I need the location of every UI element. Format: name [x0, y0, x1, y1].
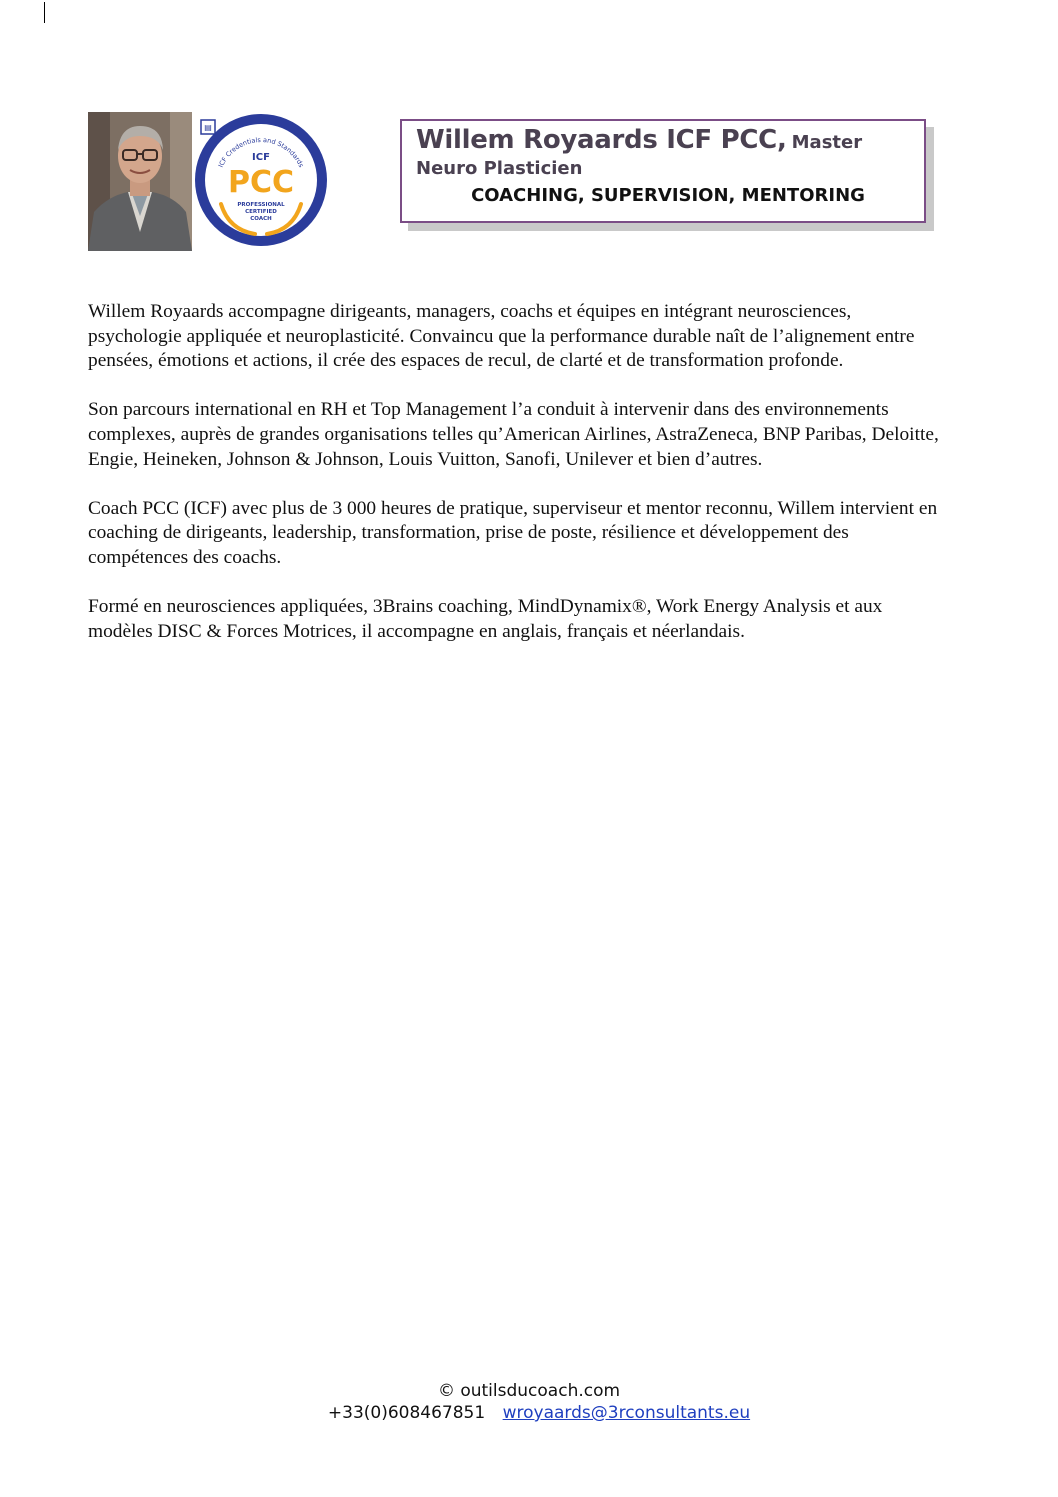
badge-org: ICF — [252, 152, 270, 163]
bio-text — [88, 300, 948, 669]
person-subtitle: Master Neuro Plasticien — [416, 132, 863, 179]
badge-line2: CERTIFIED — [245, 209, 277, 215]
icf-pcc-badge — [193, 112, 329, 248]
person-name: Willem Royaards ICF PCC, — [416, 125, 787, 155]
footer — [0, 1380, 1058, 1424]
svg-text:▤: ▤ — [204, 123, 212, 132]
badge-credential: PCC — [227, 165, 295, 200]
bio-paragraph: Son parcours international en RH et Top Management l’a conduit à intervenir dans des environnements complexes, auprès de grandes organisations telles qu’American Airlines, AstraZeneca, BNP Paribas, Deloitte, Engie, Heineken, Johnson & Johnson, Louis Vuitton, Sanofi, Unilever et bien d’autres. — [88, 399, 939, 470]
footer-email-link[interactable]: wroyaards@3rconsultants.eu — [502, 1403, 751, 1423]
title-heading — [416, 127, 914, 182]
footer-contact — [0, 1402, 1058, 1424]
roles-line: COACHING, SUPERVISION, MENTORING — [471, 185, 865, 206]
bio-paragraph: Willem Royaards accompagne dirigeants, managers, coachs et équipes en intégrant neurosciences, psychologie appliquée et neuroplasticité. Convaincu que la performance durable naît de l’alignement entre pensées, émotions et actions, il crée des espaces de recul, de clarté et de transformation profonde. — [88, 301, 915, 372]
badge-line3: COACH — [250, 216, 272, 222]
footer-phone: +33(0)608467851 — [327, 1403, 486, 1423]
footer-copyright: © outilsducoach.com — [437, 1381, 621, 1401]
badge-arc-text: ICF Credentials and Standards — [216, 135, 306, 169]
bio-paragraph: Formé en neurosciences appliquées, 3Brains coaching, MindDynamix®, Work Energy Analysis et aux modèles DISC & Forces Motrices, il accompagne en anglais, français et néerlandais. — [88, 596, 883, 642]
badge-line1: PROFESSIONAL — [237, 202, 285, 208]
bio-paragraph: Coach PCC (ICF) avec plus de 3 000 heures de pratique, superviseur et mentor reconnu, Willem intervient en coaching de dirigeants, leadership, transformation, prise de poste, résilience et développement des compétences des coachs. — [88, 497, 938, 568]
portrait-photo — [88, 112, 192, 251]
title-box — [400, 119, 926, 223]
margin-mark — [44, 2, 45, 23]
